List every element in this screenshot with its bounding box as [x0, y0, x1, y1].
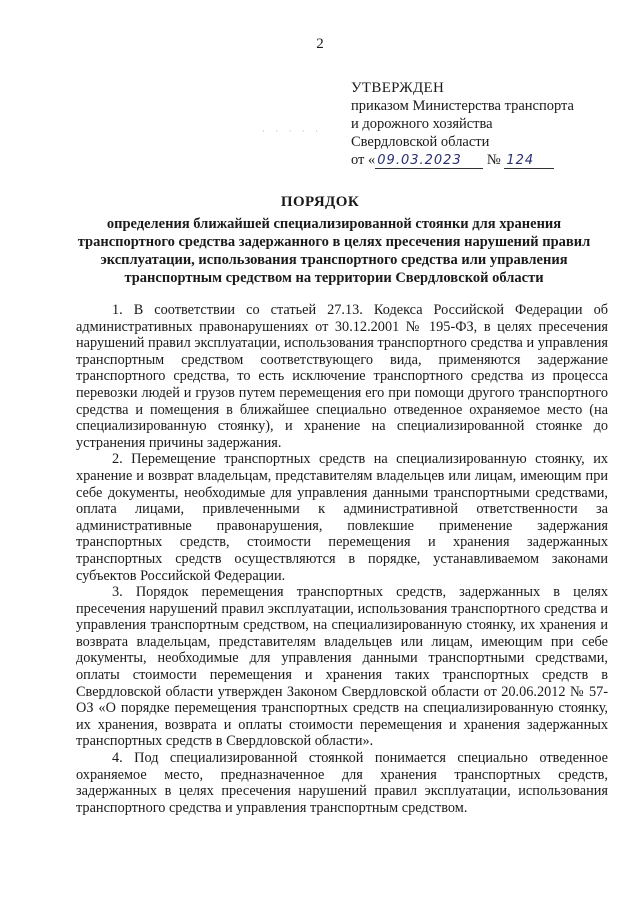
approval-line: Свердловской области [351, 134, 490, 150]
date-prefix: от « [351, 152, 376, 168]
document-title: ПОРЯДОК [280, 194, 360, 210]
approval-line: приказом Министерства транспорта [351, 98, 574, 114]
number-field [504, 153, 554, 169]
paragraph-3: 3. Порядок перемещения транспортных средств, задержанных в целях пресечения нарушений правил эксплуатации, использования транспортного средства и управления транспортным средством, на специализированную стоянку, их хранения и возврата владельцам, представителям владельцев или лицам, имеющим при себе документы, необходимые для управления данными транспортными средствами, оплаты стоимости перемещения и хранения таких транспортных средств в Свердловской области утвержден Законом Свердловской области от 20.06.2012 № 57-ОЗ «О порядке перемещения транспортных средств на специализированную стоянку, их хранения, возврата и оплаты стоимости перемещения и хранения задержанных транспортных средств в Свердловской области». [76, 584, 608, 750]
document-subtitle: определения ближайшей специализированной стоянки для хранения транспортного средства задержанного в целях пресечения нарушений правил эксплуатации, использования транспортного средства или управления транспортным средством на территории Свердловской области [77, 216, 591, 286]
page-number: 2 [316, 36, 324, 52]
handwritten-number: 124 [506, 153, 535, 168]
paragraph-4: 4. Под специализированной стоянкой понимается специально отведенное охраняемое место, предназначенное для хранения транспортных средств, задержанных в целях пресечения нарушений правил эксплуатации, использования транспортного средства и управления транспортным средством. [76, 750, 608, 816]
paragraph-1: 1. В соответствии со статьей 27.13. Кодекса Российской Федерации об административных правонарушениях от 30.12.2001 № 195-ФЗ, в целях пресечения нарушений правил эксплуатации, использования транспортного средства и управления транспортным средством соответствующего вида, применяются задержание транспортного средства, то есть исключение транспортного средства из процесса перевозки людей и грузов путем перемещения его при помощи другого транспортного средства и помещения в ближайшее специально отведенное охраняемое место (на специализированную стоянку), и хранение на специализированной стоянке до устранения причины задержания. [76, 302, 608, 451]
approval-block [351, 79, 611, 169]
date-field [375, 153, 483, 169]
number-prefix: № [486, 152, 501, 168]
approval-line: и дорожного хозяйства [351, 116, 493, 132]
handwritten-date: 09.03.2023 [377, 153, 462, 168]
document-body [76, 302, 608, 816]
approval-date-number-row [351, 151, 611, 169]
document-heading [0, 193, 640, 287]
approval-title: УТВЕРЖДЕН [351, 80, 445, 96]
paragraph-2: 2. Перемещение транспортных средств на специализированную стоянку, их хранение и возврат владельцам, представителям владельцев или лицам, имеющим при себе документы, необходимые для управления данными транспортными средствами, оплата лицами, привлеченными к административной ответственности за административные правонарушения, повлекшие применение задержания транспортных средств, стоимости перемещения и хранения задержанных транспортных средств осуществляются в порядке, устанавливаемом законами субъектов Российской Федерации. [76, 451, 608, 584]
scan-artifact-dots: · · · · · [262, 126, 322, 136]
